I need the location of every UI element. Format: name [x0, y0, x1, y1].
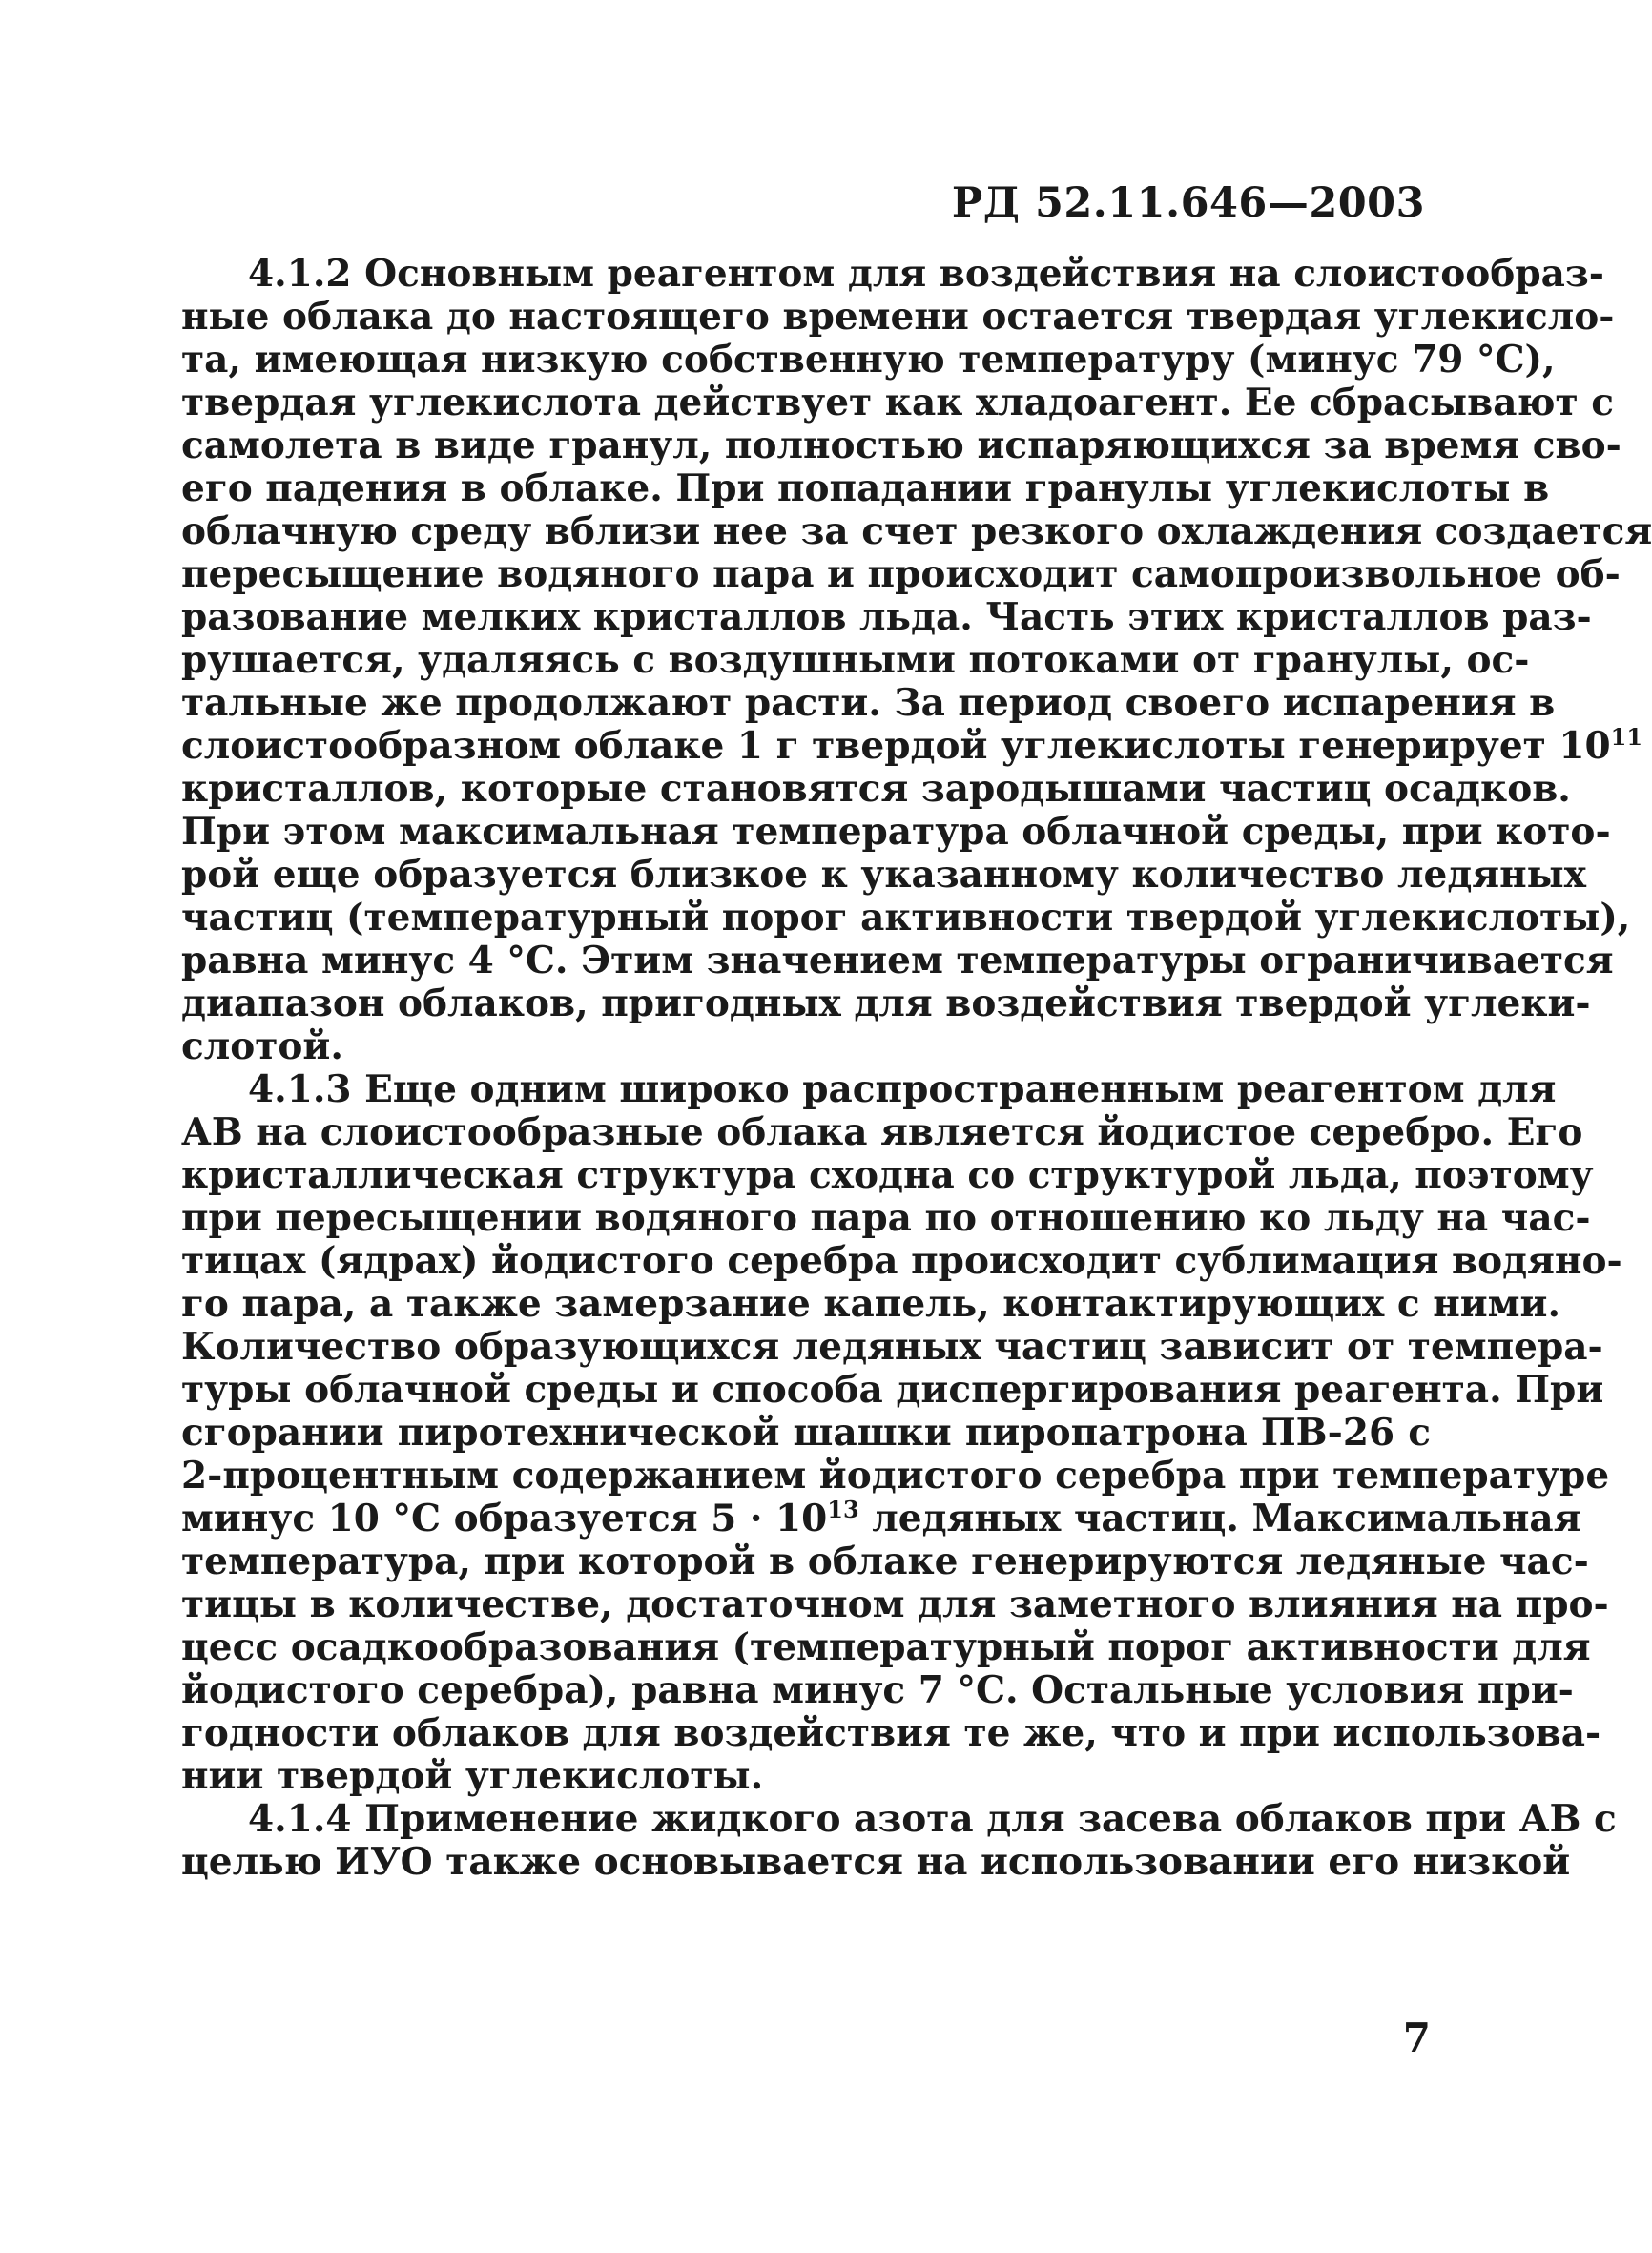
text-line: При этом максимальная температура облачной среды, при кото-	[181, 810, 1611, 854]
text-line: сгорании пиротехнической шашки пиропатрона ПВ-26 с	[181, 1411, 1431, 1455]
page-number: 7	[1402, 2015, 1431, 2061]
text-line: йодистого серебра), равна минус 7 °С. Остальные условия при-	[181, 1668, 1574, 1712]
text-line: годности облаков для воздействия те же, что и при использова-	[181, 1711, 1601, 1755]
text-line: Количество образующихся ледяных частиц зависит от темпера-	[181, 1325, 1603, 1369]
text-line: 4.1.2 Основным реагентом для воздействия на слоистообраз-	[248, 252, 1604, 296]
text-line: цесс осадкообразования (температурный порог активности для	[181, 1625, 1591, 1669]
text-line: кристаллов, которые становятся зародышами частиц осадков.	[181, 767, 1571, 811]
text-line-with-exponent	[181, 723, 1643, 768]
text-line-with-exponent	[181, 1496, 1581, 1540]
text-line: целью ИУО также основывается на использовании его низкой	[181, 1840, 1571, 1884]
text-line: тицах (ядрах) йодистого серебра происходит сублимация водяно-	[181, 1239, 1622, 1283]
text-line: туры облачной среды и способа диспергирования реагента. При	[181, 1368, 1604, 1412]
text-line: равна минус 4 °С. Этим значением температуры ограничивается	[181, 939, 1614, 982]
text-line: кристаллическая структура сходна со структурой льда, поэтому	[181, 1153, 1594, 1197]
text-line: 4.1.4 Применение жидкого азота для засева облаков при АВ с	[248, 1797, 1617, 1841]
text-line: слотой.	[181, 1024, 343, 1068]
text-line: ные облака до настоящего времени остается твердая углекисло-	[181, 295, 1615, 339]
text-line-tail: ледяных частиц. Максимальная	[858, 1497, 1581, 1540]
text-line: тицы в количестве, достаточном для заметного влияния на про-	[181, 1582, 1609, 1626]
text-line: температура, при которой в облаке генерируются ледяные час-	[181, 1540, 1589, 1583]
text-line: разование мелких кристаллов льда. Часть этих кристаллов раз-	[181, 595, 1592, 639]
text-line: его падения в облаке. При попадании гранулы углекислоты в	[181, 466, 1550, 510]
text-line: диапазон облаков, пригодных для воздействия твердой углеки-	[181, 982, 1591, 1025]
exponent: 13	[827, 1496, 859, 1523]
text-line: пересыщение водяного пара и происходит самопроизвольное об-	[181, 552, 1621, 596]
text-line: го пара, а также замерзание капель, контактирующих с ними.	[181, 1282, 1561, 1326]
text-line: при пересыщении водяного пара по отношению ко льду на час-	[181, 1196, 1591, 1240]
text-line: твердая углекислота действует как хладоагент. Ее сбрасывают с	[181, 381, 1614, 424]
text-line: нии твердой углекислоты.	[181, 1754, 764, 1798]
text-line: самолета в виде гранул, полностью испаряющихся за время сво-	[181, 424, 1621, 467]
text-line: рушается, удаляясь с воздушными потоками от гранулы, ос-	[181, 638, 1530, 682]
text-line: 2-процентным содержанием йодистого серебра при температуре	[181, 1454, 1610, 1498]
text-line: АВ на слоистообразные облака является йодистое серебро. Его	[181, 1110, 1583, 1154]
exponent: 11	[1610, 723, 1643, 751]
text-line: частиц (температурный порог активности твердой углекислоты),	[181, 896, 1631, 940]
document-body	[181, 252, 1652, 1884]
text-line: рой еще образуется близкое к указанному количество ледяных	[181, 853, 1587, 897]
text-line: облачную среду вблизи нее за счет резкого охлаждения создается	[181, 509, 1652, 553]
text-line: та, имеющая низкую собственную температуру (минус 79 °С),	[181, 338, 1556, 382]
text-line-body: минус 10 °С образуется 5 · 10	[181, 1497, 828, 1540]
text-line: тальные же продолжают расти. За период своего испарения в	[181, 681, 1556, 725]
text-line-body: слоистообразном облаке 1 г твердой углекислоты генерирует 10	[181, 724, 1611, 768]
document-code-header: РД 52.11.646—2003	[951, 179, 1425, 227]
text-line: 4.1.3 Еще одним широко распространенным реагентом для	[248, 1067, 1557, 1111]
